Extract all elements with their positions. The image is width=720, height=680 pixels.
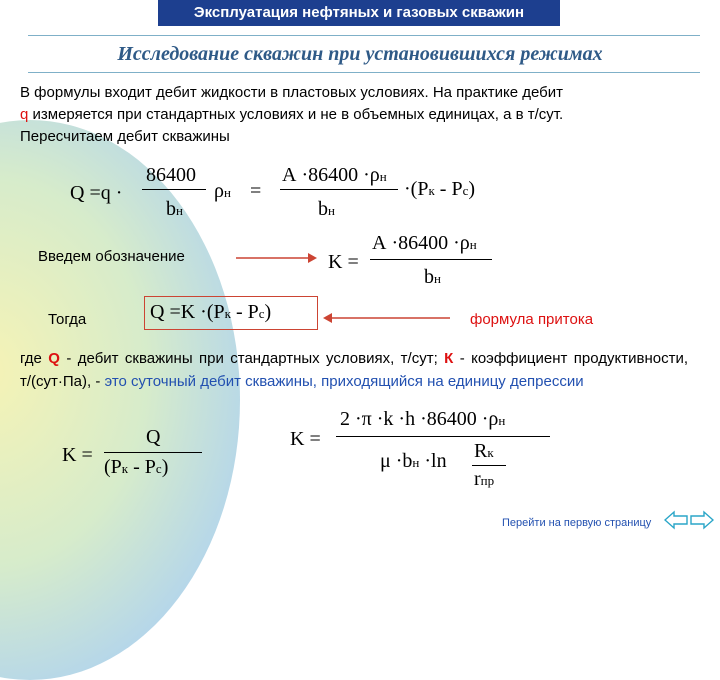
definition-paragraph: где Q - дебит скважины при стандартных условиях, т/сут; К - коэффициент продуктивности, т/(сут·Па), - это суточный дебит скважины, приходящийся на единицу депрессии (20, 350, 688, 390)
label-introduce: Введем обозначение (38, 248, 185, 265)
intro-line-2: измеряется при стандартных условиях и не в объемных единицах, а в т/сут. (28, 106, 564, 123)
label-then: Тогда (48, 311, 87, 328)
intro-paragraph (20, 82, 700, 148)
forward-button[interactable] (690, 510, 714, 530)
formula-inflow: Q =K ·(Pк - Pс) (150, 301, 272, 323)
header-title: Эксплуатация нефтяных и газовых скважин (193, 4, 525, 21)
intro-line-1: В формулы входит дебит жидкости в пластовых условиях. На практике дебит (20, 84, 563, 101)
intro-q-symbol: q (20, 106, 29, 123)
header-bar (158, 0, 560, 26)
arrow-right-icon (234, 250, 318, 266)
first-page-link[interactable]: Перейти на первую страницу (502, 517, 652, 529)
slide-title: Исследование скважин при установившихся режимах (117, 43, 603, 65)
back-button[interactable] (664, 510, 688, 530)
arrow-left-icon (322, 310, 452, 326)
divider-title (28, 72, 700, 73)
intro-line-3: Пересчитаем дебит скважины (20, 128, 230, 145)
divider-top (28, 35, 700, 36)
label-inflow-formula: формула притока (470, 311, 594, 328)
